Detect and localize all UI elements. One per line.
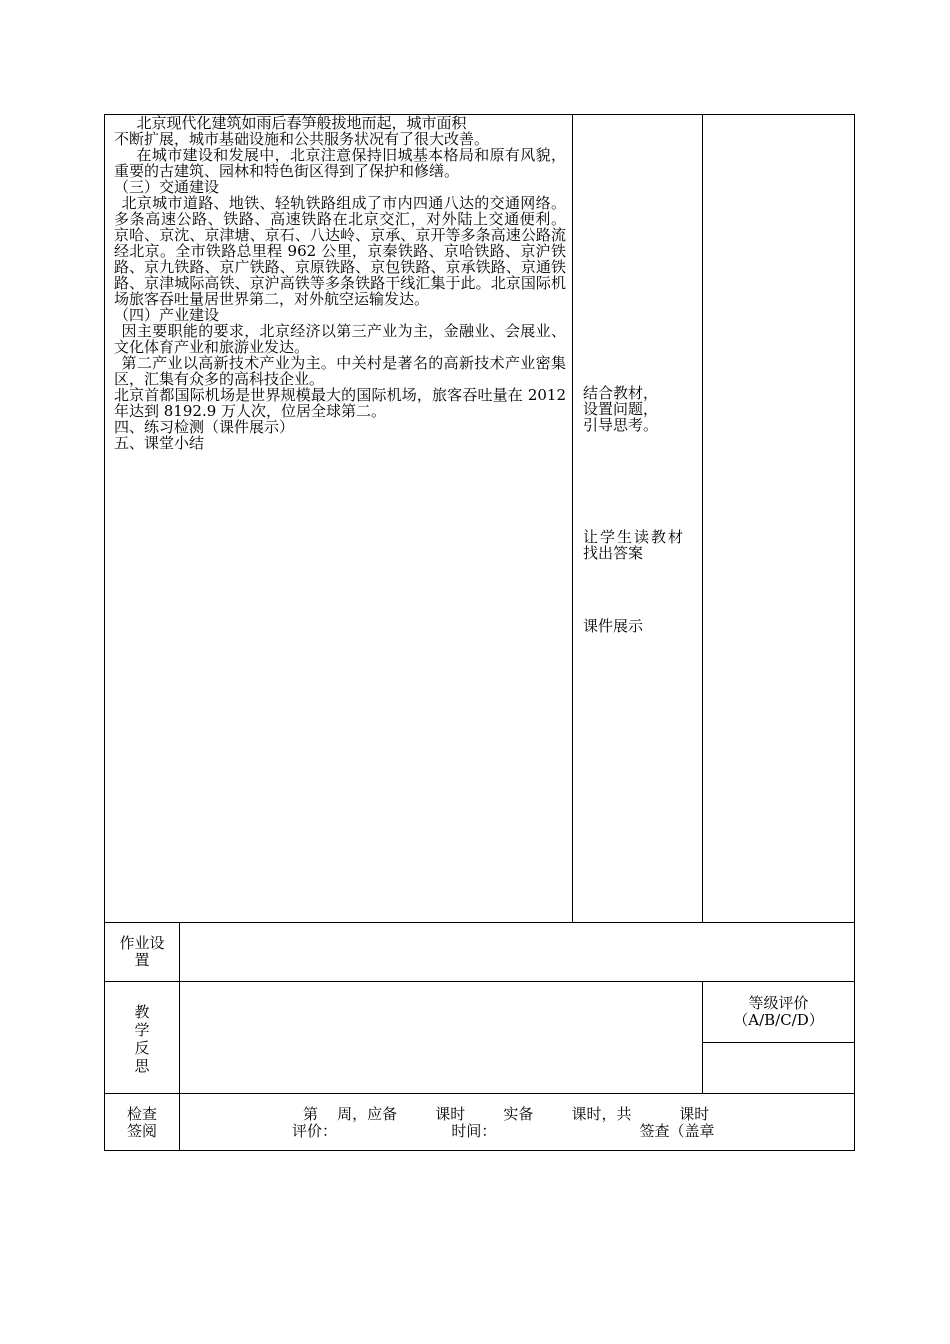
reflection-label [105, 1003, 179, 1075]
check-row-evaluation: 评价： 时间： 签查（盖章 [292, 1122, 715, 1140]
label-line: 签阅 [126, 1122, 157, 1140]
content-paragraph: 第二产业以高新技术产业为主。中关村是著名的高新技术产业密集区，汇集有众多的高科技企业。 [114, 354, 566, 388]
section-heading: （四）产业建设 [114, 306, 220, 324]
row-line-homework-top [104, 922, 855, 923]
note-line: 引导思考。 [583, 416, 659, 434]
content-paragraph: 在城市建设和发展中，北京注意保持旧城基本格局和原有风貌，重要的古建筑、园林和特色街区得到了保护和修缮。 [114, 146, 566, 180]
section-heading: 四、练习检测（课件展示） [114, 418, 295, 436]
teacher-note-read [583, 529, 685, 561]
content-paragraph: 因主要职能的要求，北京经济以第三产业为主，金融业、会展业、文化体育产业和旅游业发达。 [114, 322, 566, 356]
check-row-hours: 第 周，应备 课时 实备 课时，共 课时 [303, 1105, 710, 1123]
homework-label [105, 935, 179, 969]
table-right-border [854, 114, 855, 1151]
note-line: 找出答案 [583, 544, 644, 562]
grade-header [703, 995, 854, 1029]
note-line: 结合教材， [583, 384, 659, 402]
note-line: 设置问题， [583, 400, 659, 418]
row-line-check-top [104, 1093, 855, 1094]
check-label [105, 1106, 179, 1140]
content-paragraph: 北京现代化建筑如雨后春笋般拔地而起，城市面积 [136, 114, 467, 132]
label-char: 教 [134, 1003, 150, 1021]
label-column-divider [179, 922, 180, 1151]
content-paragraph: 北京首都国际机场是世界规模最大的国际机场，旅客吞吐量在 2012 年达到 8192.9 万人次，位居全球第二。 [114, 386, 566, 420]
table-left-border [104, 114, 105, 1151]
label-line: 检查 [126, 1105, 157, 1123]
note-line: 课件展示 [583, 617, 644, 635]
main-divider-1 [572, 114, 573, 922]
grade-cell-split [702, 1042, 855, 1043]
main-divider-2 [702, 114, 703, 922]
label-char: 思 [134, 1057, 150, 1075]
content-paragraph: 不断扩展，城市基础设施和公共服务状况有了很大改善。 [114, 130, 490, 148]
label-line: 作业设 [119, 934, 165, 952]
note-line: 让学生读教材 [583, 528, 686, 546]
section-heading: （三）交通建设 [114, 178, 220, 196]
label-line: 置 [134, 951, 150, 969]
section-heading: 五、课堂小结 [114, 434, 205, 452]
table-bottom-border [104, 1150, 855, 1151]
row-line-reflection-top [104, 981, 855, 982]
lesson-content [114, 115, 566, 451]
grade-scale: （A/B/C/D） [733, 1011, 824, 1029]
grade-title: 等级评价 [748, 994, 809, 1012]
teacher-note-guide [583, 385, 658, 433]
label-char: 学 [134, 1021, 150, 1039]
content-paragraph: 北京城市道路、地铁、轻轨铁路组成了市内四通八达的交通网络。多条高速公路、铁路、高速铁路在北京交汇，对外陆上交通便利。 京哈、京沈、京津塘、京石、八达岭、京承、京开等多条高速公路流经北京。全市铁路总里程 962 公里，京秦铁路、京哈铁路、京沪铁路、京九铁路、京广铁路、京原铁路、京包铁路、京承铁路、京通铁路、京津城际高铁、京沪高铁等多条铁路干线汇集于此。北京国际机场旅客吞吐量居世界第二，对外航空运输发达。 [114, 194, 566, 308]
label-char: 反 [134, 1039, 150, 1057]
teacher-note-courseware [583, 618, 643, 634]
